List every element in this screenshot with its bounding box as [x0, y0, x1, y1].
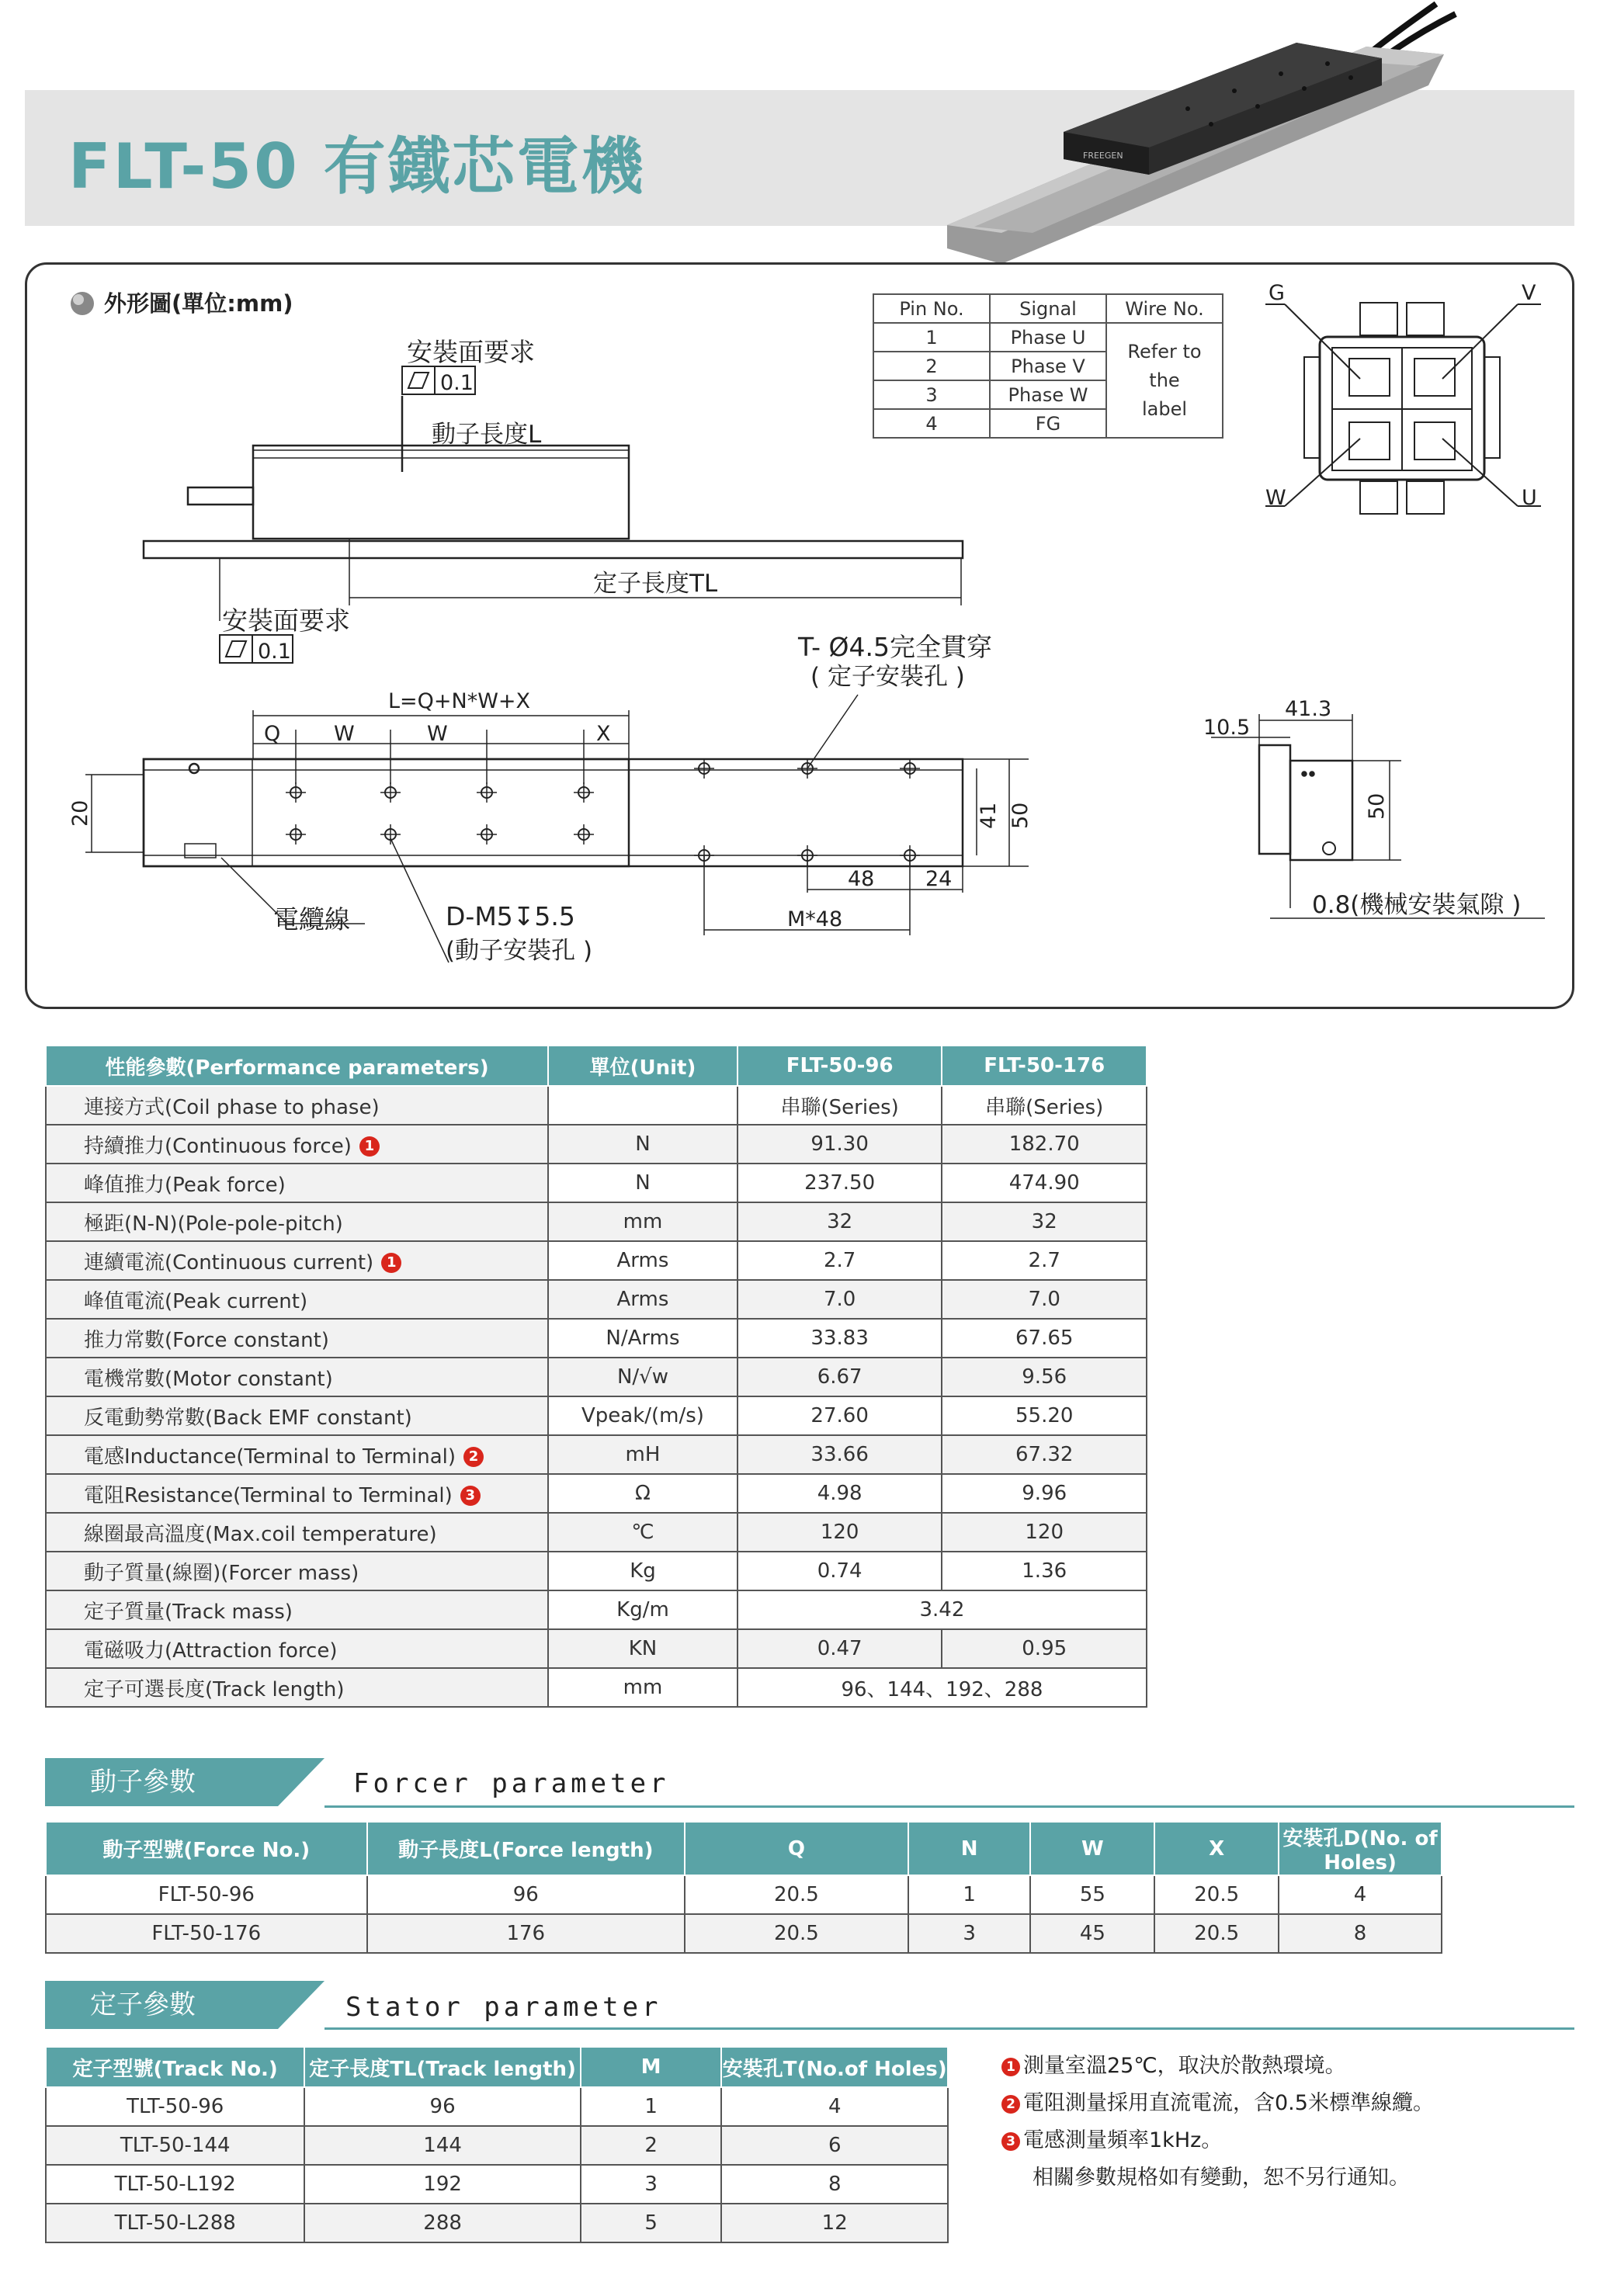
- pin-signal: FG: [990, 409, 1106, 438]
- stator-row: [46, 2087, 948, 2126]
- perf-unit: Kg: [548, 1552, 738, 1590]
- perf-unit: [548, 1086, 738, 1125]
- perf-value: 2.7: [738, 1241, 942, 1280]
- connector-w: W: [1265, 486, 1286, 510]
- perf-row: [46, 1164, 1147, 1202]
- forcer-length-label: 動子長度L: [432, 421, 542, 449]
- side-10-5: 10.5: [1203, 716, 1251, 740]
- pin-header-signal: Signal: [990, 294, 1106, 323]
- note-marker: 1: [381, 1253, 401, 1273]
- perf-value: 串聯(Series): [738, 1086, 942, 1125]
- stator-section-title: Stator parameter: [345, 1992, 662, 2023]
- stator-cell: 96: [304, 2087, 580, 2126]
- forcer-header: 安裝孔D(No. of Holes): [1279, 1822, 1442, 1875]
- perf-label-text: 線圈最高溫度(Max.coil temperature): [84, 1522, 437, 1546]
- perf-label: [46, 1164, 548, 1202]
- perf-value: 33.83: [738, 1319, 942, 1358]
- forcer-cell: 1: [908, 1875, 1031, 1914]
- perf-value: 3.42: [738, 1590, 1147, 1629]
- stator-row: [46, 2165, 948, 2204]
- perf-label: 電磁吸力(Attraction force): [46, 1629, 548, 1668]
- wire-note-line1: Refer to: [1127, 340, 1202, 362]
- stator-hole-label: ( 定子安裝孔 ): [810, 663, 965, 691]
- perf-value: 237.50: [738, 1164, 942, 1202]
- stator-cell: 3: [581, 2165, 722, 2204]
- perf-row: [46, 1280, 1147, 1319]
- perf-label: [46, 1435, 548, 1474]
- mount-req-bottom: 安裝面要求: [222, 605, 350, 636]
- perf-label: [46, 1358, 548, 1396]
- perf-value: 96、144、192、288: [738, 1668, 1147, 1707]
- dim-m48: M*48: [787, 907, 843, 931]
- perf-unit: Ω: [548, 1474, 738, 1513]
- perf-unit: mm: [548, 1202, 738, 1241]
- perf-label-text: 峰值電流(Peak current): [84, 1289, 308, 1313]
- forcer-section-line: [325, 1805, 1574, 1808]
- pin-header-wire: Wire No.: [1106, 294, 1223, 323]
- forcer-cell: 4: [1279, 1875, 1442, 1914]
- forcer-holes-label: D-M5↧5.5: [446, 901, 575, 931]
- note-1: [1001, 2048, 1434, 2085]
- perf-value: 67.32: [942, 1435, 1147, 1474]
- forcer-cell: 96: [367, 1875, 685, 1914]
- note-4-text: 相關參數規格如有變動，恕不另行通知。: [1033, 2166, 1410, 2190]
- perf-header-param: 性能參數(Performance parameters): [46, 1046, 548, 1086]
- side-50: 50: [1365, 793, 1389, 820]
- forcer-cell: 3: [908, 1914, 1031, 1953]
- perf-header-unit: 單位(Unit): [548, 1046, 738, 1086]
- perf-value: 33.66: [738, 1435, 942, 1474]
- wire-note: [1106, 323, 1223, 438]
- perf-label-text: 電感Inductance(Terminal to Terminal): [84, 1445, 456, 1469]
- perf-label-text: 反電動勢常數(Back EMF constant): [84, 1406, 412, 1430]
- perf-label: [46, 1280, 548, 1319]
- wire-note-line3: label: [1141, 397, 1188, 420]
- dim-x: X: [596, 722, 611, 746]
- perf-label-text: 持續推力(Continuous force): [84, 1134, 352, 1158]
- forcer-cell: 55: [1030, 1875, 1154, 1914]
- stator-cell: 12: [721, 2204, 948, 2242]
- perf-row: [46, 1125, 1147, 1164]
- perf-label: [46, 1396, 548, 1435]
- perf-row: [46, 1241, 1147, 1280]
- dim-50: 50: [1008, 802, 1033, 829]
- perf-label-text: 連接方式(Coil phase to phase): [84, 1095, 380, 1119]
- dim-q: Q: [264, 722, 281, 746]
- dim-w2: W: [427, 722, 448, 746]
- perf-row: [46, 1358, 1147, 1396]
- perf-value: 91.30: [738, 1125, 942, 1164]
- air-gap-label: 0.8(機械安裝氣隙 ): [1312, 891, 1522, 919]
- flatness-top: 0.1: [440, 371, 474, 395]
- perf-value: 2.7: [942, 1241, 1147, 1280]
- stator-cell: 4: [721, 2087, 948, 2126]
- perf-label: [46, 1241, 548, 1280]
- stator-header: M: [581, 2047, 722, 2087]
- pin-no: 2: [873, 352, 990, 380]
- perf-label: [46, 1319, 548, 1358]
- perf-label-text: 極距(N-N)(Pole-pole-pitch): [84, 1212, 343, 1236]
- forcer-cell: 20.5: [685, 1914, 908, 1953]
- note-2-text: 電阻測量採用直流電流，含0.5米標準線纜。: [1023, 2091, 1434, 2115]
- forcer-cell: 20.5: [1154, 1875, 1279, 1914]
- perf-label: 定子質量(Track mass): [46, 1590, 548, 1629]
- dim-24: 24: [925, 867, 953, 891]
- perf-value: 67.65: [942, 1319, 1147, 1358]
- stator-cell: 8: [721, 2165, 948, 2204]
- perf-value: 0.47: [738, 1629, 942, 1668]
- pin-header-pin: Pin No.: [873, 294, 990, 323]
- dim-w1: W: [334, 722, 355, 746]
- stator-cell: 6: [721, 2126, 948, 2165]
- perf-value: 32: [942, 1202, 1147, 1241]
- perf-label: [46, 1086, 548, 1125]
- forcer-header: N: [908, 1822, 1031, 1875]
- stator-cell: TLT-50-96: [46, 2087, 304, 2126]
- note-1-marker: 1: [1001, 2058, 1020, 2076]
- forcer-cell: 20.5: [685, 1875, 908, 1914]
- perf-unit: Arms: [548, 1241, 738, 1280]
- perf-header-176: FLT-50-176: [942, 1046, 1147, 1086]
- forcer-header: 動子長度L(Force length): [367, 1822, 685, 1875]
- perf-value: 474.90: [942, 1164, 1147, 1202]
- dim-20: 20: [68, 799, 92, 827]
- stator-cell: 2: [581, 2126, 722, 2165]
- perf-value: 7.0: [738, 1280, 942, 1319]
- perf-value: 7.0: [942, 1280, 1147, 1319]
- perf-label-text: 電阻Resistance(Terminal to Terminal): [84, 1483, 453, 1507]
- pin-signal: Phase U: [990, 323, 1106, 352]
- forcer-cell: 20.5: [1154, 1914, 1279, 1953]
- perf-label-text: 連續電流(Continuous current): [84, 1250, 374, 1275]
- stator-length-label: 定子長度TL: [593, 570, 718, 598]
- stator-row: [46, 2126, 948, 2165]
- connector-v: V: [1522, 281, 1536, 305]
- flatness-bottom: 0.1: [258, 640, 291, 664]
- pin-table: [873, 293, 1223, 439]
- mount-req-top: 安裝面要求: [407, 337, 535, 367]
- perf-label-text: 動子質量(線圈)(Forcer mass): [84, 1561, 359, 1585]
- perf-value: 4.98: [738, 1474, 942, 1513]
- wire-note-line2: the: [1149, 369, 1180, 391]
- perf-value: 1.36: [942, 1552, 1147, 1590]
- note-2: [1001, 2085, 1434, 2122]
- perf-value: 120: [738, 1513, 942, 1552]
- perf-value: 0.95: [942, 1629, 1147, 1668]
- forcer-header: X: [1154, 1822, 1279, 1875]
- note-3: [1001, 2122, 1434, 2159]
- connector-u: U: [1522, 486, 1537, 510]
- stator-cell: 1: [581, 2087, 722, 2126]
- pin-no: 4: [873, 409, 990, 438]
- perf-value: 55.20: [942, 1396, 1147, 1435]
- pin-signal: Phase V: [990, 352, 1106, 380]
- perf-value: 串聯(Series): [942, 1086, 1147, 1125]
- perf-unit: ℃: [548, 1513, 738, 1552]
- dim-48: 48: [848, 867, 875, 891]
- perf-row: [46, 1396, 1147, 1435]
- perf-label: 定子可選長度(Track length): [46, 1668, 548, 1707]
- perf-label: [46, 1513, 548, 1552]
- forcer-cell: 176: [367, 1914, 685, 1953]
- brand-label: FREEGEN: [1083, 151, 1123, 161]
- perf-label: [46, 1552, 548, 1590]
- perf-row: [46, 1552, 1147, 1590]
- perf-label: [46, 1125, 548, 1164]
- notes: [1001, 2048, 1434, 2197]
- perf-value: 0.74: [738, 1552, 942, 1590]
- forcer-cell: 45: [1030, 1914, 1154, 1953]
- perf-header-96: FLT-50-96: [738, 1046, 942, 1086]
- length-formula: L=Q+N*W+X: [388, 689, 531, 713]
- stator-header: 安裝孔T(No.of Holes): [721, 2047, 948, 2087]
- note-3-text: 電感測量頻率1kHz。: [1023, 2128, 1223, 2152]
- forcer-cell: FLT-50-96: [46, 1875, 367, 1914]
- forcer-row: [46, 1914, 1442, 1953]
- stator-cell: 192: [304, 2165, 580, 2204]
- perf-value: 9.96: [942, 1474, 1147, 1513]
- forcer-cell: 8: [1279, 1914, 1442, 1953]
- perf-row: [46, 1086, 1147, 1125]
- dim-41: 41: [977, 802, 1001, 829]
- forcer-header: Q: [685, 1822, 908, 1875]
- stator-row: [46, 2204, 948, 2242]
- forcer-cell: FLT-50-176: [46, 1914, 367, 1953]
- perf-unit: N/√w: [548, 1358, 738, 1396]
- perf-row: [46, 1202, 1147, 1241]
- perf-label-text: 推力常數(Force constant): [84, 1328, 329, 1352]
- forcer-header: W: [1030, 1822, 1154, 1875]
- note-marker: 1: [359, 1136, 380, 1157]
- forcer-holes-note: (動子安裝孔 ): [446, 937, 593, 965]
- stator-cell: 5: [581, 2204, 722, 2242]
- perf-unit: mH: [548, 1435, 738, 1474]
- dimension-drawing: [0, 0, 1600, 1017]
- perf-row: [46, 1474, 1147, 1513]
- note-1-text: 測量室溫25℃，取決於散熱環境。: [1023, 2054, 1346, 2078]
- perf-value: 6.67: [738, 1358, 942, 1396]
- side-41-3: 41.3: [1285, 697, 1332, 721]
- perf-unit: N: [548, 1164, 738, 1202]
- note-2-marker: 2: [1001, 2095, 1020, 2114]
- perf-label-text: 電機常數(Motor constant): [84, 1367, 333, 1391]
- perf-label: [46, 1202, 548, 1241]
- stator-section-line: [325, 2027, 1574, 2030]
- connector-g: G: [1269, 281, 1285, 305]
- perf-value: 9.56: [942, 1358, 1147, 1396]
- perf-unit: Arms: [548, 1280, 738, 1319]
- note-marker: 3: [460, 1486, 481, 1506]
- note-4: [1001, 2159, 1434, 2197]
- perf-label: [46, 1474, 548, 1513]
- perf-row: [46, 1435, 1147, 1474]
- stator-header: 定子型號(Track No.): [46, 2047, 304, 2087]
- cable-label: 電纜線: [273, 904, 350, 935]
- perf-unit: N/Arms: [548, 1319, 738, 1358]
- stator-header: 定子長度TL(Track length): [304, 2047, 580, 2087]
- forcer-section-tab: 動子參數: [45, 1758, 278, 1806]
- forcer-header: 動子型號(Force No.): [46, 1822, 367, 1875]
- pin-signal: Phase W: [990, 380, 1106, 409]
- drawing-section-label: 外形圖(單位:mm): [104, 290, 293, 317]
- perf-unit: N: [548, 1125, 738, 1164]
- stator-cell: TLT-50-L288: [46, 2204, 304, 2242]
- perf-value: 32: [738, 1202, 942, 1241]
- pin-no: 1: [873, 323, 990, 352]
- performance-table: [45, 1045, 1147, 1708]
- stator-cell: TLT-50-144: [46, 2126, 304, 2165]
- perf-value: 120: [942, 1513, 1147, 1552]
- stator-section-tab: 定子參數: [45, 1981, 278, 2029]
- perf-unit: Kg/m: [548, 1590, 738, 1629]
- note-marker: 2: [463, 1447, 484, 1467]
- forcer-row: [46, 1875, 1442, 1914]
- pin-no: 3: [873, 380, 990, 409]
- stator-cell: TLT-50-L192: [46, 2165, 304, 2204]
- perf-unit: mm: [548, 1668, 738, 1707]
- forcer-section-title: Forcer parameter: [353, 1768, 670, 1799]
- forcer-table: [45, 1821, 1442, 1954]
- stator-cell: 144: [304, 2126, 580, 2165]
- perf-unit: Vpeak/(m/s): [548, 1396, 738, 1435]
- note-3-marker: 3: [1001, 2132, 1020, 2151]
- perf-row: [46, 1319, 1147, 1358]
- perf-value: 182.70: [942, 1125, 1147, 1164]
- perf-row: [46, 1513, 1147, 1552]
- stator-cell: 288: [304, 2204, 580, 2242]
- page-title: FLT-50 有鐵芯電機: [68, 130, 646, 203]
- stator-table: [45, 2046, 949, 2243]
- perf-value: 27.60: [738, 1396, 942, 1435]
- perf-label-text: 峰值推力(Peak force): [84, 1173, 286, 1197]
- perf-unit: KN: [548, 1629, 738, 1668]
- through-hole-label: T- Ø4.5完全貫穿: [798, 632, 992, 662]
